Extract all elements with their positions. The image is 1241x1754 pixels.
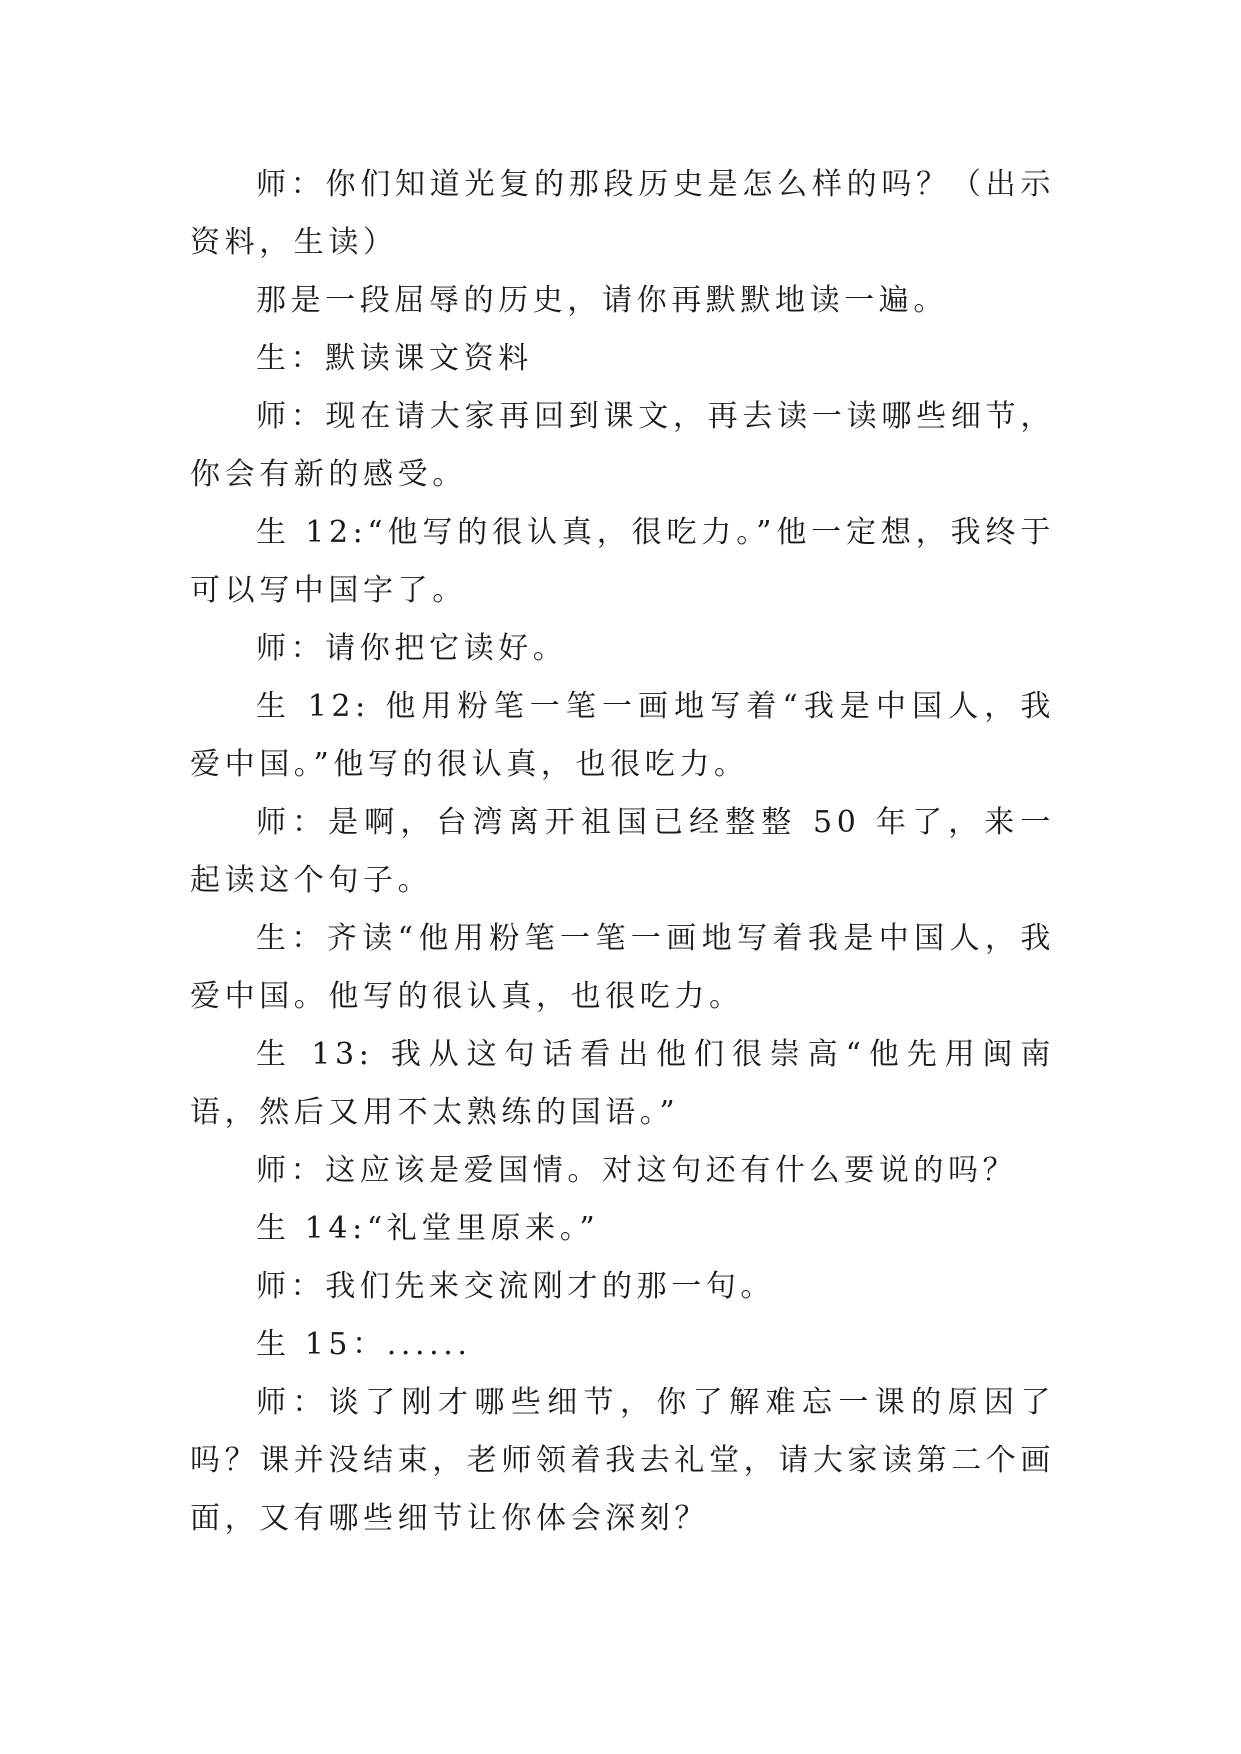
paragraph: 生 12:“他写的很认真，很吃力。”他一定想，我终于可以写中国字了。 <box>190 515 1055 608</box>
document-body <box>190 156 1055 1548</box>
paragraph: 师：你们知道光复的那段历史是怎么样的吗？（出示资料，生读） <box>190 167 1055 260</box>
paragraph: 生 13: 我从这句话看出他们很崇高“他先用闽南语，然后又用不太熟练的国语。” <box>190 1037 1055 1130</box>
paragraph: 师：谈了刚才哪些细节，你了解难忘一课的原因了吗？课并没结束，老师领着我去礼堂，请大家读第二个画面，又有哪些细节让你体会深刻？ <box>190 1385 1055 1536</box>
paragraph: 生：齐读“他用粉笔一笔一画地写着我是中国人，我爱中国。他写的很认真，也很吃力。 <box>190 921 1055 1014</box>
paragraph: 生：默读课文资料 <box>256 341 533 376</box>
paragraph: 生 14:“礼堂里原来。” <box>256 1211 600 1246</box>
paragraph: 师：现在请大家再回到课文，再去读一读哪些细节，你会有新的感受。 <box>190 399 1055 492</box>
paragraph: 师：请你把它读好。 <box>256 631 568 666</box>
paragraph: 那是一段屈辱的历史，请你再默默地读一遍。 <box>256 283 948 318</box>
paragraph: 生 15：...... <box>256 1327 472 1362</box>
paragraph: 生 12: 他用粉笔一笔一画地写着“我是中国人，我爱中国。”他写的很认真，也很吃力。 <box>190 689 1055 782</box>
paragraph: 师：这应该是爱国情。对这句还有什么要说的吗？ <box>256 1153 1018 1188</box>
paragraph: 师：是啊，台湾离开祖国已经整整 50 年了，来一起读这个句子。 <box>190 805 1055 898</box>
paragraph: 师：我们先来交流刚才的那一句。 <box>256 1269 775 1304</box>
